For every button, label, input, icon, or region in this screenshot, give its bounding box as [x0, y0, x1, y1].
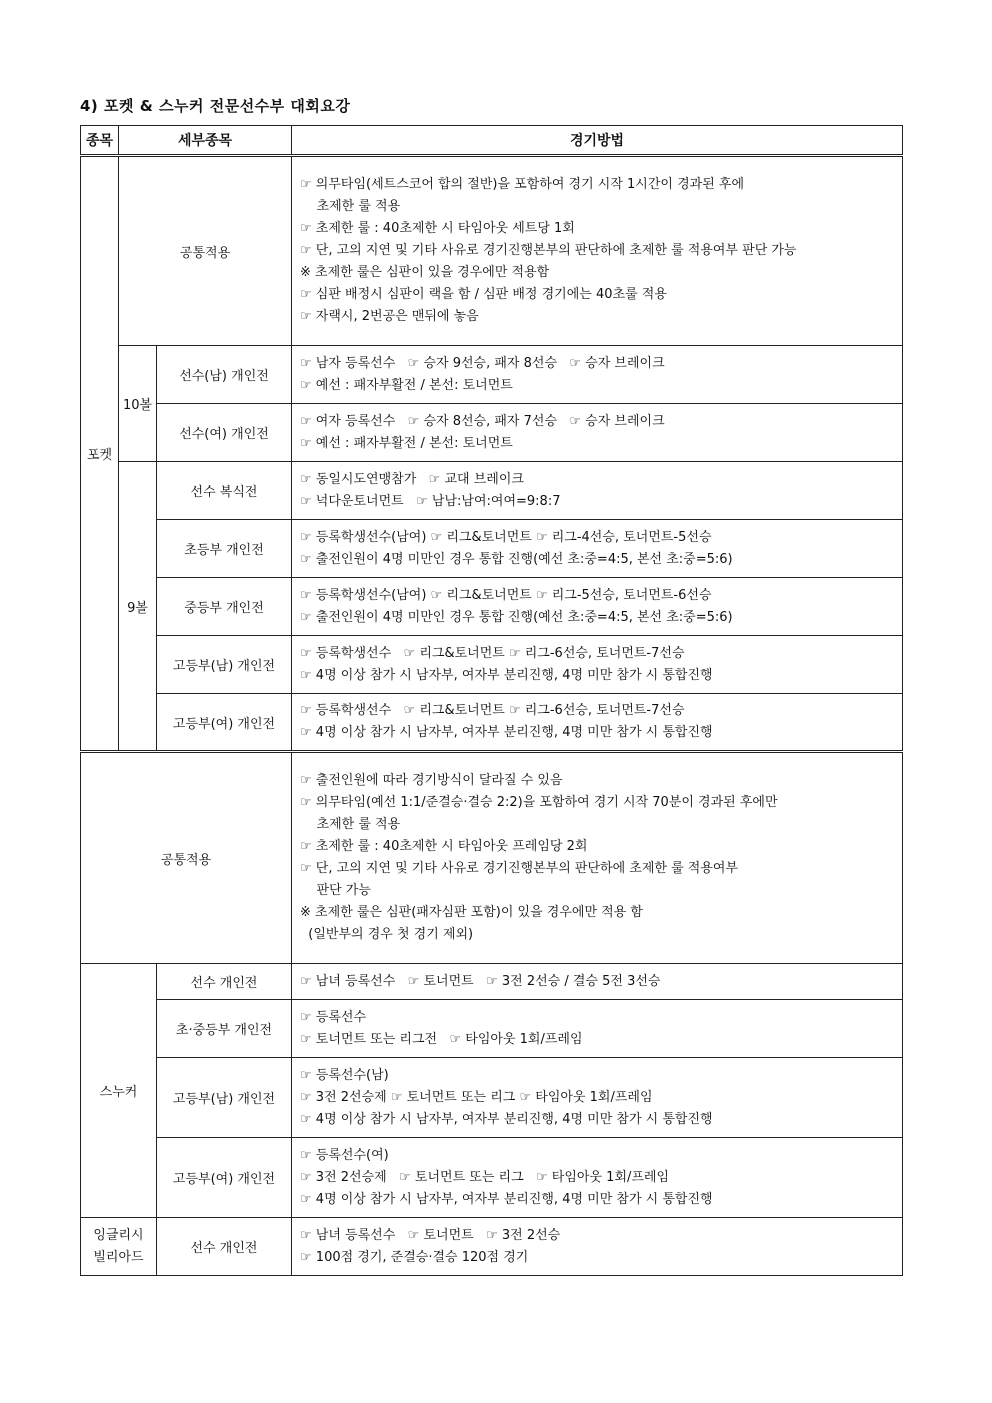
table-row [81, 694, 903, 752]
event-name: 고등부(여) 개인전 [157, 1138, 292, 1218]
desc-line: ☞ 3전 2선승제 ☞ 토너먼트 또는 리그 ☞ 타임아웃 1회/프레임 [300, 1169, 670, 1185]
desc-line: ☞ 4명 이상 참가 시 남자부, 여자부 분리진행, 4명 미만 참가 시 통합진행 [300, 1191, 713, 1207]
table-header-row [81, 126, 903, 156]
header-method: 경기방법 [292, 126, 903, 156]
desc-line: ☞ 초제한 룰 : 40초제한 시 타임아웃 세트당 1회 [300, 221, 575, 236]
sport-english-billiards [81, 1218, 157, 1276]
sport-snooker: 스누커 [81, 964, 157, 1218]
desc-line: ☞ 3전 2선승제 ☞ 토너먼트 또는 리그 ☞ 타임아웃 1회/프레임 [300, 1089, 653, 1105]
event-name: 초·중등부 개인전 [157, 1000, 292, 1058]
event-desc [292, 1000, 903, 1058]
desc-line: ☞ 단, 고의 지연 및 기타 사유로 경기진행본부의 판단하에 초제한 룰 적용여부 [300, 861, 738, 876]
header-sub-event: 세부종목 [119, 126, 292, 156]
sport-english-line1: 잉글리시 [93, 1227, 144, 1243]
desc-line: ☞ 4명 이상 참가 시 남자부, 여자부 분리진행, 4명 미만 참가 시 통합진행 [300, 1111, 713, 1127]
table-row [81, 520, 903, 578]
desc-line: ☞ 출전인원이 4명 미만인 경우 통합 진행(예선 초:중=4:5, 본선 초:중=5:6) [300, 551, 733, 567]
table-row [81, 1058, 903, 1138]
desc-line: ☞ 남녀 등록선수 ☞ 토너먼트 ☞ 3전 2선승 / 결승 5전 3선승 [300, 973, 661, 989]
table-row [81, 578, 903, 636]
desc-line: ☞ 등록선수(남) [300, 1067, 389, 1083]
snooker-common-desc [292, 752, 903, 964]
event-desc [292, 1138, 903, 1218]
desc-line: ☞ 등록학생선수 ☞ 리그&토너먼트 ☞ 리그-6선승, 토너먼트-7선승 [300, 645, 685, 661]
event-name: 선수(여) 개인전 [157, 404, 292, 462]
desc-line: 판단 가능 [300, 883, 371, 898]
event-name: 선수 복식전 [157, 462, 292, 520]
desc-line: ☞ 남자 등록선수 ☞ 승자 9선승, 패자 8선승 ☞ 승자 브레이크 [300, 355, 665, 371]
desc-line: ☞ 등록학생선수 ☞ 리그&토너먼트 ☞ 리그-6선승, 토너먼트-7선승 [300, 703, 685, 718]
event-desc [292, 694, 903, 752]
table-row [81, 346, 903, 404]
desc-line: ☞ 등록선수(여) [300, 1147, 389, 1163]
desc-line: ※ 초제한 룰은 심판이 있을 경우에만 적용함 [300, 265, 550, 280]
snooker-common-label: 공통적용 [81, 752, 292, 964]
desc-line: ☞ 남녀 등록선수 ☞ 토너먼트 ☞ 3전 2선승 [300, 1227, 561, 1243]
desc-line: ☞ 등록학생선수(남여) ☞ 리그&토너먼트 ☞ 리그-5선승, 토너먼트-6선승 [300, 587, 712, 603]
event-desc [292, 520, 903, 578]
event-name: 고등부(남) 개인전 [157, 636, 292, 694]
desc-line: ☞ 여자 등록선수 ☞ 승자 8선승, 패자 7선승 ☞ 승자 브레이크 [300, 413, 665, 429]
desc-line: ☞ 등록학생선수(남여) ☞ 리그&토너먼트 ☞ 리그-4선승, 토너먼트-5선승 [300, 529, 712, 545]
desc-line: ☞ 4명 이상 참가 시 남자부, 여자부 분리진행, 4명 미만 참가 시 통합진행 [300, 667, 713, 683]
desc-line: ☞ 동일시도연맹참가 ☞ 교대 브레이크 [300, 471, 524, 487]
event-name: 선수(남) 개인전 [157, 346, 292, 404]
ball9-label: 9볼 [119, 462, 157, 752]
desc-line: ☞ 의무타임(세트스코어 합의 절반)을 포함하여 경기 시작 1시간이 경과된 후에 [300, 177, 745, 192]
event-desc [292, 578, 903, 636]
table-row [81, 964, 903, 1000]
event-desc [292, 636, 903, 694]
event-name: 선수 개인전 [157, 964, 292, 1000]
ball10-label: 10볼 [119, 346, 157, 462]
desc-line: ☞ 등록선수 [300, 1009, 367, 1025]
table-row [81, 1138, 903, 1218]
page-title: 4) 포켓 & 스누커 전문선수부 대회요강 [80, 97, 351, 115]
desc-line: ☞ 자랙시, 2번공은 맨뒤에 놓음 [300, 309, 479, 324]
desc-line: ☞ 넉다운토너먼트 ☞ 남남:남여:여여=9:8:7 [300, 493, 561, 509]
desc-line: 초제한 룰 적용 [300, 817, 401, 832]
header-sport: 종목 [81, 126, 119, 156]
desc-line: ☞ 심판 배정시 심판이 랙을 함 / 심판 배정 경기에는 40초룰 적용 [300, 287, 667, 302]
event-name: 고등부(남) 개인전 [157, 1058, 292, 1138]
event-desc [292, 1058, 903, 1138]
desc-line: (일반부의 경우 첫 경기 제외) [300, 927, 474, 942]
desc-line: ☞ 의무타임(예선 1:1/준결승·결승 2:2)을 포함하여 경기 시작 70분이 경과된 후에만 [300, 795, 778, 810]
pocket-common-label: 공통적용 [119, 156, 292, 346]
event-desc [292, 462, 903, 520]
desc-line: 초제한 룰 적용 [300, 199, 401, 214]
table-row [81, 404, 903, 462]
event-name: 중등부 개인전 [157, 578, 292, 636]
table-row [81, 1000, 903, 1058]
event-desc [292, 404, 903, 462]
table-row [81, 1218, 903, 1276]
sport-pocket: 포켓 [81, 156, 119, 752]
table-row [81, 462, 903, 520]
desc-line: ※ 초제한 룰은 심판(패자심판 포함)이 있을 경우에만 적용 함 [300, 905, 643, 920]
event-desc [292, 964, 903, 1000]
desc-line: ☞ 출전인원이 4명 미만인 경우 통합 진행(예선 초:중=4:5, 본선 초:중=5:6) [300, 609, 733, 625]
event-name: 선수 개인전 [157, 1218, 292, 1276]
desc-line: ☞ 4명 이상 참가 시 남자부, 여자부 분리진행, 4명 미만 참가 시 통합진행 [300, 725, 713, 740]
pocket-common-desc [292, 156, 903, 346]
table-row [81, 156, 903, 346]
desc-line: ☞ 출전인원에 따라 경기방식이 달라질 수 있음 [300, 773, 563, 788]
sport-english-line2: 빌리아드 [93, 1249, 144, 1265]
event-desc [292, 346, 903, 404]
table-row [81, 752, 903, 964]
event-name: 초등부 개인전 [157, 520, 292, 578]
event-name: 고등부(여) 개인전 [157, 694, 292, 752]
desc-line: ☞ 단, 고의 지연 및 기타 사유로 경기진행본부의 판단하에 초제한 룰 적용여부 판단 가능 [300, 243, 797, 258]
table-row [81, 636, 903, 694]
desc-line: ☞ 100점 경기, 준결승·결승 120점 경기 [300, 1249, 529, 1265]
desc-line: ☞ 예선 : 패자부활전 / 본선: 토너먼트 [300, 377, 513, 393]
desc-line: ☞ 초제한 룰 : 40초제한 시 타임아웃 프레임당 2회 [300, 839, 588, 854]
desc-line: ☞ 토너먼트 또는 리그전 ☞ 타임아웃 1회/프레임 [300, 1031, 583, 1047]
competition-rules-table [80, 125, 903, 1276]
event-desc [292, 1218, 903, 1276]
desc-line: ☞ 예선 : 패자부활전 / 본선: 토너먼트 [300, 435, 513, 451]
